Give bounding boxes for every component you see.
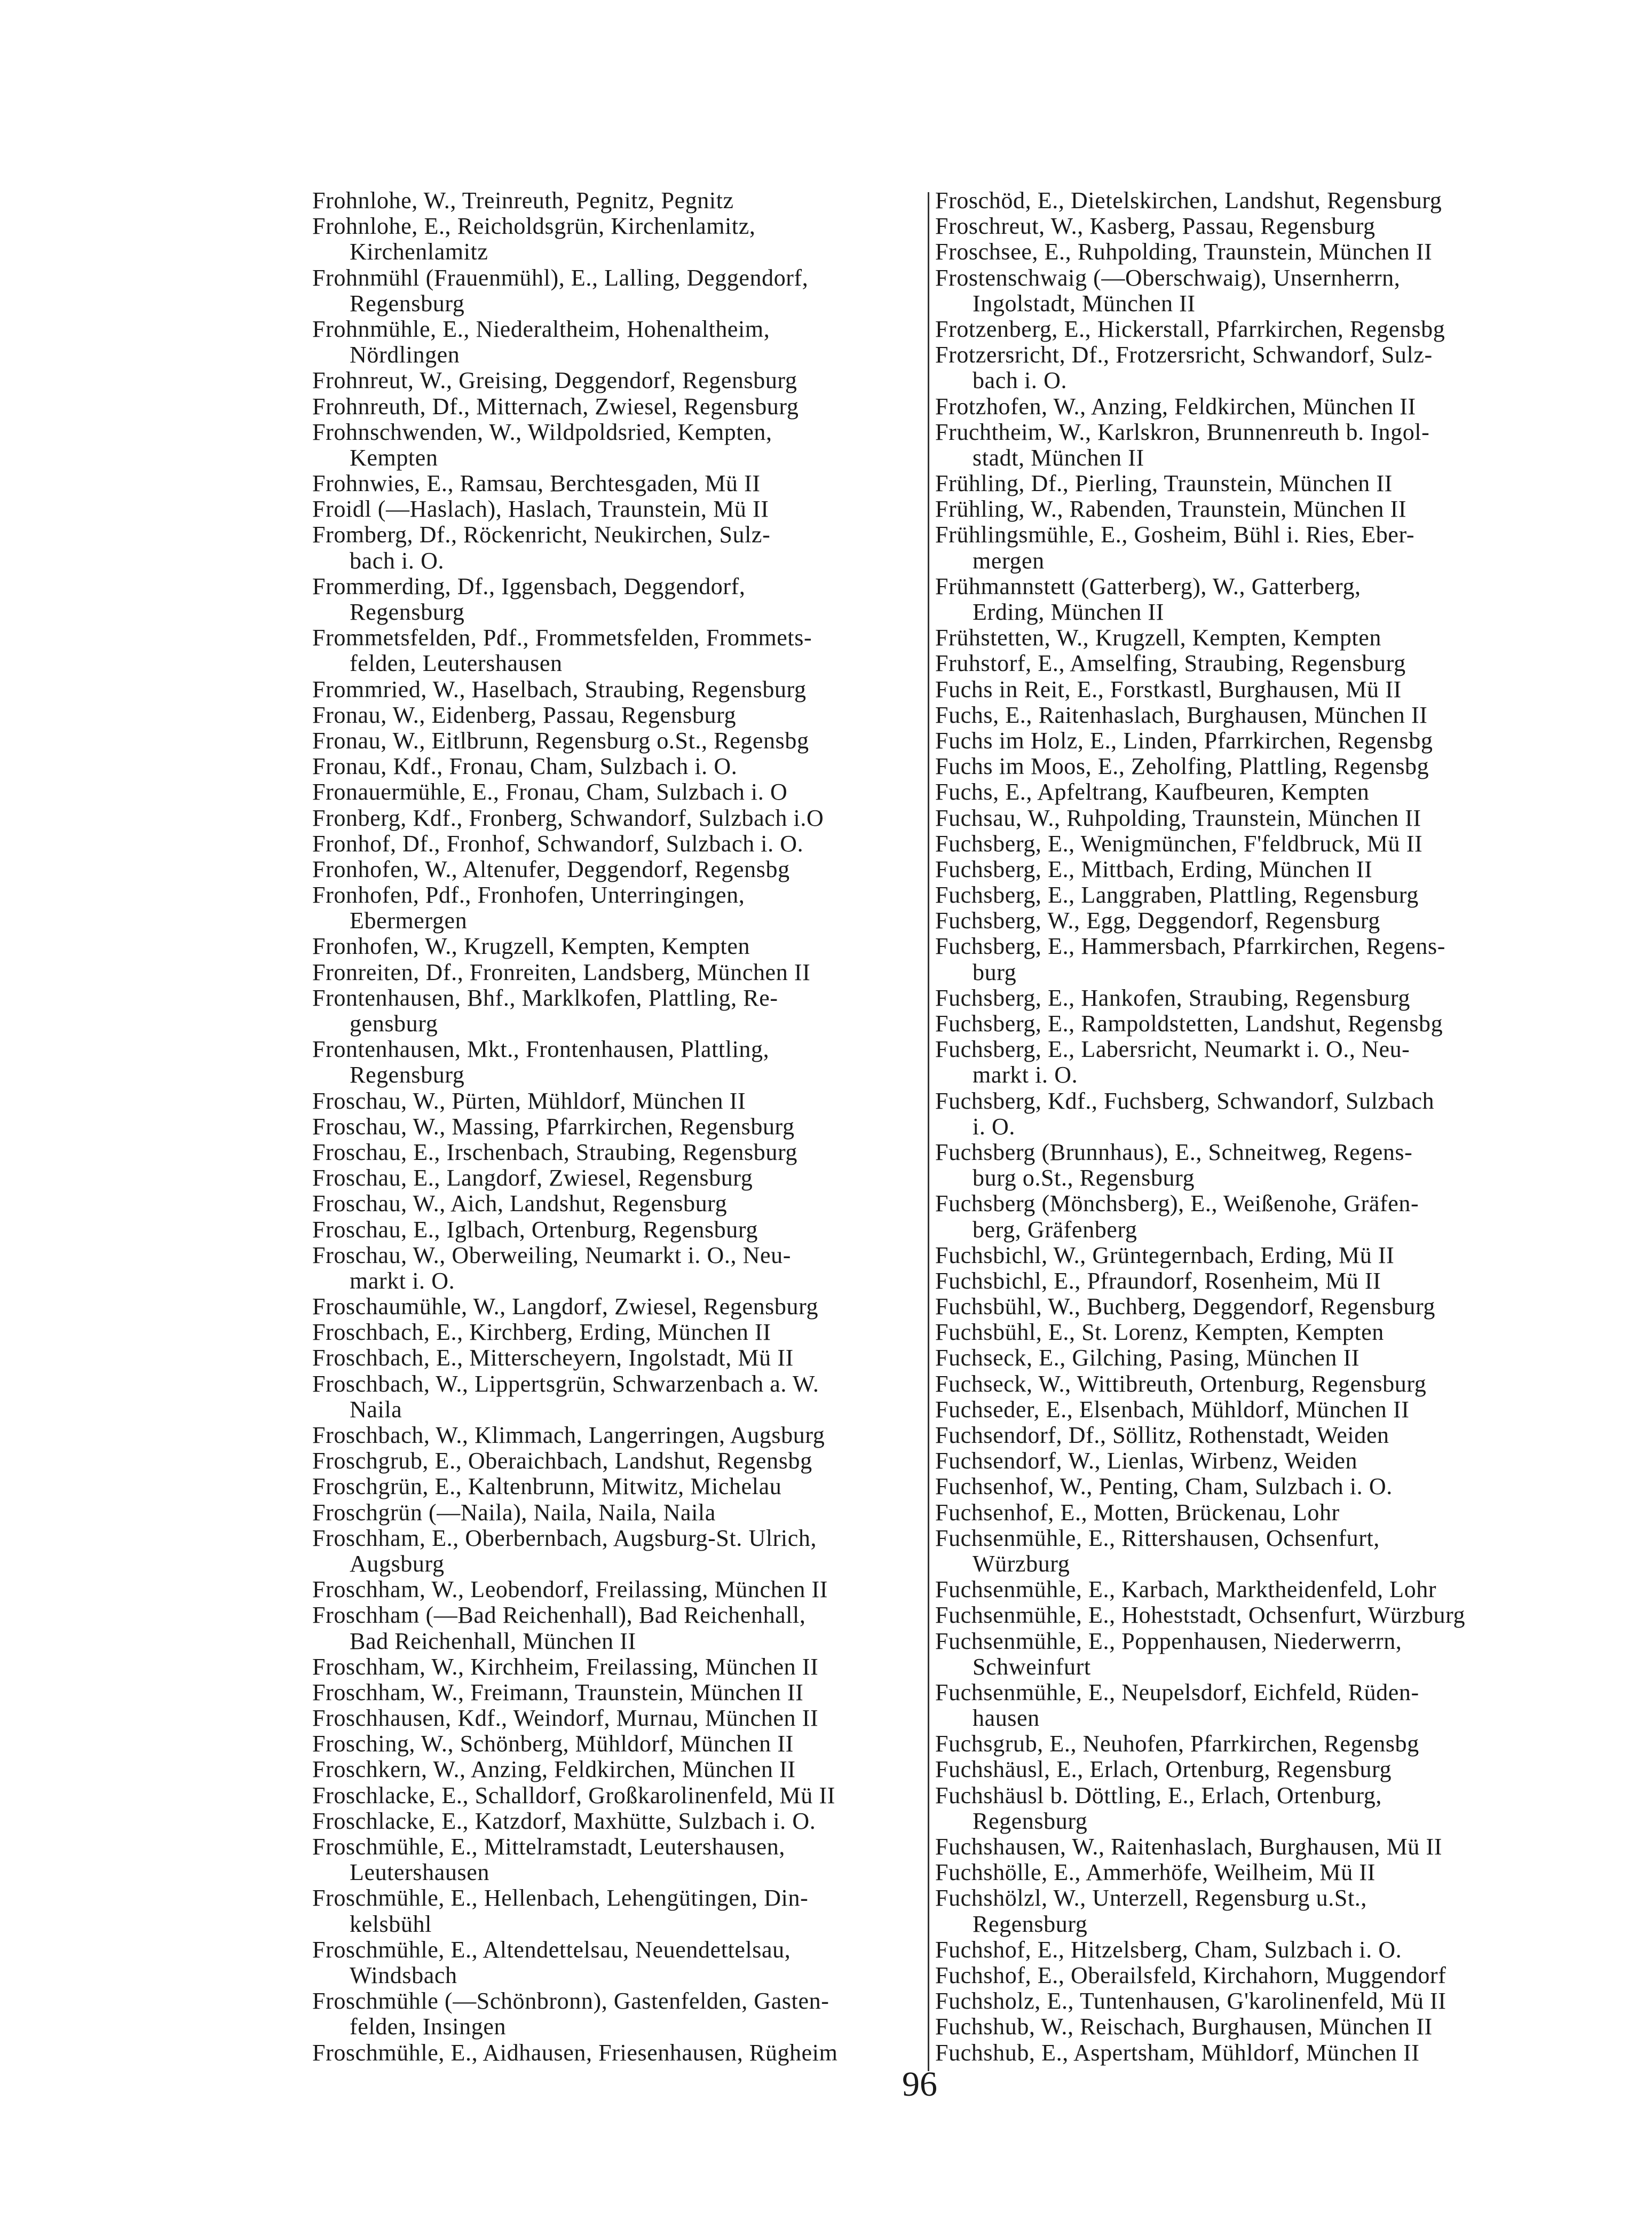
entry-line: Frohnlohe, E., Reicholdsgrün, Kirchenlamitz,	[312, 213, 756, 240]
gazetteer-entry	[935, 779, 1560, 805]
entry-line: Froschham (—Bad Reichenhall), Bad Reichenhall,	[312, 1602, 806, 1629]
gazetteer-entry	[935, 1320, 1560, 1345]
entry-continuation-line: Naila	[350, 1396, 402, 1423]
entry-line: Fuchsberg, E., Rampoldstetten, Landshut, Regensbg	[935, 1010, 1443, 1037]
gazetteer-entry	[312, 779, 921, 805]
gazetteer-entry	[312, 1526, 921, 1577]
entry-continuation-line: Regensburg	[350, 290, 465, 317]
entry-line: Fuchsbühl, W., Buchberg, Deggendorf, Regensburg	[935, 1293, 1436, 1320]
gazetteer-entry	[935, 188, 1560, 214]
entry-line: Frohnreut, W., Greising, Deggendorf, Regensburg	[312, 367, 797, 394]
gazetteer-entry	[312, 420, 921, 471]
gazetteer-entry	[312, 1705, 921, 1731]
gazetteer-entry	[935, 239, 1560, 265]
gazetteer-entry	[935, 1885, 1560, 1937]
gazetteer-entry	[312, 805, 921, 831]
entry-line: Frühmannstett (Gatterberg), W., Gatterberg,	[935, 573, 1361, 599]
entry-line: Frotzenberg, E., Hickerstall, Pfarrkirchen, Regensbg	[935, 315, 1445, 342]
gazetteer-entry	[935, 471, 1560, 496]
entry-continuation-line: Würzburg	[973, 1550, 1070, 1577]
entry-continuation-line: Nördlingen	[350, 342, 460, 368]
gazetteer-entry	[312, 522, 921, 573]
entry-line: Frohnschwenden, W., Wildpoldsried, Kempten,	[312, 418, 772, 445]
entry-line: Froschgrün (—Naila), Naila, Naila, Naila	[312, 1499, 716, 1526]
gazetteer-entry	[935, 1474, 1560, 1499]
entry-line: Fuchsberg, E., Mittbach, Erding, München II	[935, 856, 1373, 882]
entry-line: Fronau, Kdf., Fronau, Cham, Sulzbach i. O.	[312, 753, 738, 780]
gazetteer-entry	[935, 1680, 1560, 1731]
entry-line: Froschau, W., Aich, Landshut, Regensburg	[312, 1190, 728, 1217]
entry-line: Frommried, W., Haselbach, Straubing, Regensburg	[312, 676, 807, 702]
gazetteer-entry	[935, 728, 1560, 754]
gazetteer-entry	[935, 651, 1560, 676]
gazetteer-entry	[935, 857, 1560, 882]
entry-line: Fronreiten, Df., Fronreiten, Landsberg, München II	[312, 959, 811, 985]
gazetteer-entry	[312, 214, 921, 265]
right-column	[935, 188, 1560, 2066]
gazetteer-entry	[935, 1088, 1560, 1140]
entry-continuation-line: stadt, München II	[973, 444, 1144, 471]
gazetteer-entry	[312, 1680, 921, 1705]
gazetteer-entry	[935, 574, 1560, 625]
entry-line: Fuchsau, W., Ruhpolding, Traunstein, München II	[935, 804, 1421, 831]
entry-line: Frohnmühle, E., Niederaltheim, Hohenaltheim,	[312, 315, 770, 342]
entry-line: Fuchseck, W., Wittibreuth, Ortenburg, Regensburg	[935, 1370, 1427, 1397]
entry-line: Frontenhausen, Mkt., Frontenhausen, Plattling,	[312, 1036, 770, 1063]
entry-continuation-line: Leutershausen	[350, 1859, 489, 1886]
entry-line: Froschmühle, E., Aidhausen, Friesenhausen, Rügheim	[312, 2039, 838, 2066]
entry-continuation-line: berg, Gräfenberg	[973, 1216, 1137, 1243]
gazetteer-entry	[312, 702, 921, 728]
entry-line: Froschmühle, E., Mittelramstadt, Leutershausen,	[312, 1834, 786, 1860]
gazetteer-entry	[312, 1345, 921, 1371]
entry-line: Fuchsberg, E., Wenigmünchen, F'feldbruck, Mü II	[935, 830, 1423, 857]
entry-line: Fuchshof, E., Hitzelsberg, Cham, Sulzbach i. O.	[935, 1936, 1402, 1963]
gazetteer-entry	[935, 1140, 1560, 1191]
gazetteer-entry	[935, 1526, 1560, 1577]
entry-line: Fuchsberg, E., Langgraben, Plattling, Regensburg	[935, 882, 1419, 909]
entry-line: Fromberg, Df., Röckenricht, Neukirchen, Sulz-	[312, 522, 771, 548]
entry-continuation-line: Regensburg	[350, 1062, 465, 1088]
entry-line: Fuchsberg (Brunnhaus), E., Schneitweg, Regens-	[935, 1139, 1413, 1165]
entry-line: Frohnreuth, Df., Mitternach, Zwiesel, Regensburg	[312, 393, 799, 420]
gazetteer-entry	[935, 1860, 1560, 1885]
gazetteer-entry	[312, 831, 921, 857]
gazetteer-entry	[935, 1294, 1560, 1320]
entry-line: Fuchshäusl, E., Erlach, Ortenburg, Regensburg	[935, 1756, 1392, 1783]
entry-line: Fuchsenmühle, E., Poppenhausen, Niederwerrn,	[935, 1628, 1402, 1654]
gazetteer-entry	[935, 496, 1560, 522]
gazetteer-entry	[312, 1320, 921, 1345]
gazetteer-entry	[935, 1243, 1560, 1268]
entry-continuation-line: markt i. O.	[973, 1062, 1078, 1088]
entry-continuation-line: i. O.	[973, 1113, 1015, 1140]
entry-line: Frohnlohe, W., Treinreuth, Pegnitz, Pegnitz	[312, 187, 734, 214]
gazetteer-entry	[935, 1834, 1560, 1860]
entry-continuation-line: Kirchenlamitz	[350, 239, 488, 265]
entry-line: Fuchseck, E., Gilching, Pasing, München II	[935, 1345, 1360, 1371]
entry-continuation-line: markt i. O.	[350, 1267, 455, 1294]
gazetteer-entry	[312, 1294, 921, 1320]
entry-line: Fruhstorf, E., Amselfing, Straubing, Regensburg	[935, 650, 1406, 677]
entry-line: Fuchsberg, E., Labersricht, Neumarkt i. O., Neu-	[935, 1036, 1410, 1063]
gazetteer-entry	[312, 1500, 921, 1526]
entry-line: Fuchseder, E., Elsenbach, Mühldorf, München II	[935, 1396, 1410, 1423]
gazetteer-entry	[312, 1783, 921, 1808]
gazetteer-entry	[312, 677, 921, 702]
entry-line: Frühlingsmühle, E., Gosheim, Bühl i. Ries, Eber-	[935, 522, 1415, 548]
entry-line: Fuchsenhof, E., Motten, Brückenau, Lohr	[935, 1499, 1340, 1526]
entry-line: Froschbach, E., Kirchberg, Erding, München II	[312, 1319, 771, 1346]
gazetteer-entry	[935, 1577, 1560, 1602]
gazetteer-entry	[312, 960, 921, 985]
entry-line: Fuchshof, E., Oberailsfeld, Kirchahorn, Muggendorf	[935, 1962, 1447, 1988]
entry-line: Fuchsenmühle, E., Hoheststadt, Ochsenfurt, Würzburg	[935, 1602, 1466, 1629]
entry-line: Froschlacke, E., Katzdorf, Maxhütte, Sulzbach i. O.	[312, 1807, 816, 1834]
entry-line: Fronberg, Kdf., Fronberg, Schwandorf, Sulzbach i.O	[312, 804, 824, 831]
entry-line: Froschbach, E., Mitterscheyern, Ingolstadt, Mü II	[312, 1345, 794, 1371]
entry-line: Fuchshölle, E., Ammerhöfe, Weilheim, Mü II	[935, 1859, 1376, 1886]
gazetteer-entry	[935, 1602, 1560, 1628]
gazetteer-entry	[312, 1988, 921, 2040]
entry-line: Froschau, W., Massing, Pfarrkirchen, Regensburg	[312, 1113, 795, 1140]
entry-continuation-line: Augsburg	[350, 1550, 445, 1577]
gazetteer-entry	[935, 342, 1560, 393]
gazetteer-entry	[935, 1757, 1560, 1782]
entry-line: Frontenhausen, Bhf., Marklkofen, Plattling, Re-	[312, 984, 778, 1011]
entry-line: Froidl (—Haslach), Haslach, Traunstein, Mü II	[312, 496, 769, 523]
gazetteer-entry	[312, 625, 921, 676]
gazetteer-entry	[935, 1397, 1560, 1423]
gazetteer-entry	[935, 1037, 1560, 1088]
entry-line: Froschham, E., Oberbernbach, Augsburg-St. Ulrich,	[312, 1525, 817, 1551]
entry-line: Froschlacke, E., Schalldorf, Großkarolinenfeld, Mü II	[312, 1782, 835, 1808]
gazetteer-entry	[312, 368, 921, 393]
entry-line: Froschham, W., Freimann, Traunstein, München II	[312, 1679, 804, 1705]
entry-line: Fuchshölzl, W., Unterzell, Regensburg u.St.,	[935, 1885, 1367, 1912]
gazetteer-entry	[312, 496, 921, 522]
entry-continuation-line: Ebermergen	[350, 907, 468, 934]
gazetteer-entry	[935, 677, 1560, 702]
entry-line: Fuchshäusl b. Döttling, E., Erlach, Ortenburg,	[935, 1782, 1382, 1808]
entry-continuation-line: bach i. O.	[350, 547, 445, 574]
column-divider	[928, 192, 929, 2071]
entry-line: Fronhofen, W., Altenufer, Deggendorf, Regensbg	[312, 856, 790, 882]
entry-line: Fuchsberg, W., Egg, Deggendorf, Regensburg	[935, 907, 1380, 934]
entry-line: Fuchs, E., Apfeltrang, Kaufbeuren, Kempten	[935, 779, 1370, 805]
entry-line: Fuchshub, W., Reischach, Burghausen, München II	[935, 2013, 1433, 2040]
entry-line: Fuchsenhof, W., Penting, Cham, Sulzbach i. O.	[935, 1473, 1393, 1500]
entry-line: Fuchsenmühle, E., Karbach, Marktheidenfeld, Lohr	[935, 1576, 1437, 1603]
gazetteer-entry	[312, 1037, 921, 1088]
gazetteer-entry	[312, 1243, 921, 1294]
gazetteer-entry	[312, 1423, 921, 1448]
gazetteer-entry	[312, 754, 921, 779]
entry-line: Froschgrün, E., Kaltenbrunn, Mitwitz, Michelau	[312, 1473, 782, 1500]
entry-continuation-line: Regensburg	[973, 1910, 1088, 1937]
entry-line: Fuchsbichl, E., Pfraundorf, Rosenheim, Mü II	[935, 1267, 1381, 1294]
gazetteer-entry	[935, 1423, 1560, 1448]
gazetteer-entry	[935, 394, 1560, 420]
gazetteer-entry	[312, 471, 921, 496]
entry-line: Frommetsfelden, Pdf., Frommetsfelden, Frommets-	[312, 625, 812, 651]
gazetteer-entry	[312, 1371, 921, 1423]
entry-line: Fuchsberg, E., Hankofen, Straubing, Regensburg	[935, 984, 1410, 1011]
entry-line: Froschham, W., Kirchheim, Freilassing, München II	[312, 1653, 819, 1680]
gazetteer-entry	[935, 1988, 1560, 2014]
entry-continuation-line: Regensburg	[973, 1807, 1088, 1834]
gazetteer-entry	[312, 1088, 921, 1114]
gazetteer-entry	[935, 2014, 1560, 2040]
gazetteer-entry	[312, 728, 921, 754]
gazetteer-entry	[935, 1011, 1560, 1037]
gazetteer-entry	[935, 1500, 1560, 1526]
entry-line: Fuchsendorf, Df., Söllitz, Rothenstadt, Weiden	[935, 1422, 1389, 1448]
entry-continuation-line: mergen	[973, 547, 1045, 574]
gazetteer-entry	[935, 934, 1560, 985]
entry-line: Frommerding, Df., Iggensbach, Deggendorf,	[312, 573, 746, 599]
page-number: 96	[902, 2065, 937, 2104]
entry-continuation-line: burg	[973, 959, 1017, 985]
gazetteer-entry	[935, 908, 1560, 934]
entry-line: Fuchshausen, W., Raitenhaslach, Burghausen, Mü II	[935, 1834, 1443, 1860]
entry-line: Fronau, W., Eidenberg, Passau, Regensburg	[312, 701, 737, 728]
entry-line: Froschmühle, E., Altendettelsau, Neuendettelsau,	[312, 1936, 791, 1963]
gazetteer-entry	[312, 1448, 921, 1474]
entry-line: Fuchs im Holz, E., Linden, Pfarrkirchen, Regensbg	[935, 727, 1433, 754]
entry-line: Fuchsendorf, W., Lienlas, Wirbenz, Weiden	[935, 1448, 1358, 1474]
entry-line: Fuchsgrub, E., Neuhofen, Pfarrkirchen, Regensbg	[935, 1731, 1419, 1757]
entry-line: Froschau, E., Irschenbach, Straubing, Regensburg	[312, 1139, 798, 1165]
entry-continuation-line: Kempten	[350, 444, 438, 471]
gazetteer-entry	[312, 265, 921, 317]
gazetteer-entry	[312, 985, 921, 1037]
gazetteer-entry	[935, 1783, 1560, 1834]
gazetteer-entry	[935, 805, 1560, 831]
entry-line: Froschau, E., Iglbach, Ortenburg, Regensburg	[312, 1216, 758, 1243]
gazetteer-entry	[935, 1268, 1560, 1294]
entry-line: Frühling, W., Rabenden, Traunstein, München II	[935, 496, 1407, 523]
gazetteer-entry	[312, 1602, 921, 1654]
entry-line: Fuchsbichl, W., Grüntegernbach, Erding, Mü II	[935, 1242, 1395, 1268]
gazetteer-entry	[935, 702, 1560, 728]
gazetteer-entry	[935, 1345, 1560, 1371]
entry-line: Froschbach, W., Lippertsgrün, Schwarzenbach a. W.	[312, 1370, 819, 1397]
entry-line: Froschgrub, E., Oberaichbach, Landshut, Regensbg	[312, 1448, 812, 1474]
entry-line: Fuchsbühl, E., St. Lorenz, Kempten, Kempten	[935, 1319, 1384, 1346]
entry-line: Fuchsberg (Mönchsberg), E., Weißenohe, Gräfen-	[935, 1190, 1419, 1217]
gazetteer-entry	[935, 317, 1560, 342]
gazetteer-entry	[312, 1140, 921, 1165]
entry-line: Froschau, W., Oberweiling, Neumarkt i. O., Neu-	[312, 1242, 792, 1268]
gazetteer-entry	[312, 1937, 921, 1988]
gazetteer-entry	[312, 882, 921, 934]
gazetteer-entry	[312, 2040, 921, 2066]
entry-continuation-line: Erding, München II	[973, 599, 1165, 625]
gazetteer-entry	[935, 625, 1560, 651]
gazetteer-entry	[312, 1654, 921, 1680]
gazetteer-entry	[935, 985, 1560, 1011]
entry-line: Fronhofen, Pdf., Fronhofen, Unterringingen,	[312, 882, 745, 909]
gazetteer-entry	[935, 2040, 1560, 2066]
entry-line: Fuchsenmühle, E., Neupelsdorf, Eichfeld, Rüden-	[935, 1679, 1419, 1705]
entry-line: Fronhof, Df., Fronhof, Schwandorf, Sulzbach i. O.	[312, 830, 804, 857]
gazetteer-entry	[935, 420, 1560, 471]
left-column	[312, 188, 921, 2066]
gazetteer-entry	[935, 522, 1560, 573]
entry-continuation-line: Ingolstadt, München II	[973, 290, 1196, 317]
entry-line: Fruchtheim, W., Karlskron, Brunnenreuth b. Ingol-	[935, 418, 1430, 445]
entry-line: Fuchs, E., Raitenhaslach, Burghausen, München II	[935, 701, 1428, 728]
entry-line: Froschreut, W., Kasberg, Passau, Regensburg	[935, 213, 1376, 240]
entry-line: Fuchsberg, E., Hammersbach, Pfarrkirchen, Regens-	[935, 933, 1445, 960]
entry-line: Froschau, E., Langdorf, Zwiesel, Regensburg	[312, 1165, 753, 1191]
entry-continuation-line: Schweinfurt	[973, 1653, 1091, 1680]
gazetteer-entry	[312, 1885, 921, 1937]
gazetteer-entry	[312, 1808, 921, 1834]
entry-line: Frotzhofen, W., Anzing, Feldkirchen, München II	[935, 393, 1416, 420]
gazetteer-entry	[935, 1937, 1560, 1963]
gazetteer-entry	[312, 1191, 921, 1217]
entry-line: Froschmühle (—Schönbronn), Gastenfelden, Gasten-	[312, 1988, 829, 2015]
entry-line: Froschhausen, Kdf., Weindorf, Murnau, München II	[312, 1705, 819, 1732]
gazetteer-entry	[312, 934, 921, 959]
entry-line: Fuchsholz, E., Tuntenhausen, G'karolinenfeld, Mü II	[935, 1988, 1447, 2015]
entry-line: Frühstetten, W., Krugzell, Kempten, Kempten	[935, 625, 1381, 651]
gazetteer-entry	[935, 214, 1560, 239]
entry-line: Fuchs im Moos, E., Zeholfing, Plattling, Regensbg	[935, 753, 1429, 780]
entry-line: Froschbach, W., Klimmach, Langerringen, Augsburg	[312, 1422, 825, 1448]
entry-continuation-line: burg o.St., Regensburg	[973, 1165, 1195, 1191]
entry-line: Frohnmühl (Frauenmühl), E., Lalling, Deggendorf,	[312, 264, 809, 291]
gazetteer-entry	[312, 1757, 921, 1782]
entry-line: Frostenschwaig (—Oberschwaig), Unsernherrn,	[935, 264, 1401, 291]
gazetteer-entry	[312, 1217, 921, 1243]
gazetteer-entry	[312, 1474, 921, 1499]
entry-line: Frotzersricht, Df., Frotzersricht, Schwandorf, Sulz-	[935, 342, 1433, 368]
gazetteer-entry	[312, 1834, 921, 1885]
gazetteer-entry	[312, 1114, 921, 1140]
gazetteer-entry	[935, 1731, 1560, 1757]
entry-continuation-line: hausen	[973, 1705, 1040, 1732]
entry-line: Froschau, W., Pürten, Mühldorf, München II	[312, 1087, 746, 1114]
entry-line: Froschham, W., Leobendorf, Freilassing, München II	[312, 1576, 828, 1603]
entry-continuation-line: gensburg	[350, 1010, 438, 1037]
entry-continuation-line: kelsbühl	[350, 1910, 432, 1937]
entry-line: Froschöd, E., Dietelskirchen, Landshut, Regensburg	[935, 187, 1442, 214]
entry-continuation-line: felden, Leutershausen	[350, 650, 563, 677]
gazetteer-entry	[935, 265, 1560, 317]
entry-continuation-line: Windsbach	[350, 1962, 457, 1988]
entry-line: Froschaumühle, W., Langdorf, Zwiesel, Regensburg	[312, 1293, 819, 1320]
gazetteer-entry	[935, 882, 1560, 908]
entry-continuation-line: Regensburg	[350, 599, 465, 625]
gazetteer-entry	[312, 1577, 921, 1602]
gazetteer-entry	[312, 1165, 921, 1191]
entry-line: Fronhofen, W., Krugzell, Kempten, Kempten	[312, 933, 750, 960]
gazetteer-entry	[935, 831, 1560, 857]
entry-line: Froschmühle, E., Hellenbach, Lehengütingen, Din-	[312, 1885, 809, 1912]
entry-continuation-line: bach i. O.	[973, 367, 1068, 394]
gazetteer-entry	[935, 1629, 1560, 1680]
gazetteer-entry	[935, 1963, 1560, 1988]
entry-line: Froschsee, E., Ruhpolding, Traunstein, München II	[935, 239, 1433, 265]
gazetteer-entry	[312, 1731, 921, 1757]
entry-line: Frühling, Df., Pierling, Traunstein, München II	[935, 470, 1393, 497]
entry-line: Fuchsberg, Kdf., Fuchsberg, Schwandorf, Sulzbach	[935, 1087, 1435, 1114]
entry-line: Froschkern, W., Anzing, Feldkirchen, München II	[312, 1756, 796, 1783]
gazetteer-entry	[312, 574, 921, 625]
entry-line: Fuchshub, E., Aspertsham, Mühldorf, München II	[935, 2039, 1420, 2066]
gazetteer-entry	[312, 857, 921, 882]
gazetteer-entry	[935, 754, 1560, 779]
entry-continuation-line: felden, Insingen	[350, 2013, 507, 2040]
gazetteer-entry	[312, 317, 921, 368]
entry-line: Fuchsenmühle, E., Rittershausen, Ochsenfurt,	[935, 1525, 1380, 1551]
gazetteer-entry	[312, 394, 921, 420]
entry-line: Fuchs in Reit, E., Forstkastl, Burghausen, Mü II	[935, 676, 1402, 702]
entry-line: Fronauermühle, E., Fronau, Cham, Sulzbach i. O	[312, 779, 788, 805]
gazetteer-entry	[935, 1191, 1560, 1242]
entry-line: Frosching, W., Schönberg, Mühldorf, München II	[312, 1731, 794, 1757]
entry-continuation-line: Bad Reichenhall, München II	[350, 1628, 636, 1654]
gazetteer-entry	[312, 188, 921, 214]
gazetteer-entry	[935, 1448, 1560, 1474]
entry-line: Fronau, W., Eitlbrunn, Regensburg o.St., Regensbg	[312, 727, 809, 754]
entry-line: Frohnwies, E., Ramsau, Berchtesgaden, Mü II	[312, 470, 761, 497]
gazetteer-entry	[935, 1371, 1560, 1397]
